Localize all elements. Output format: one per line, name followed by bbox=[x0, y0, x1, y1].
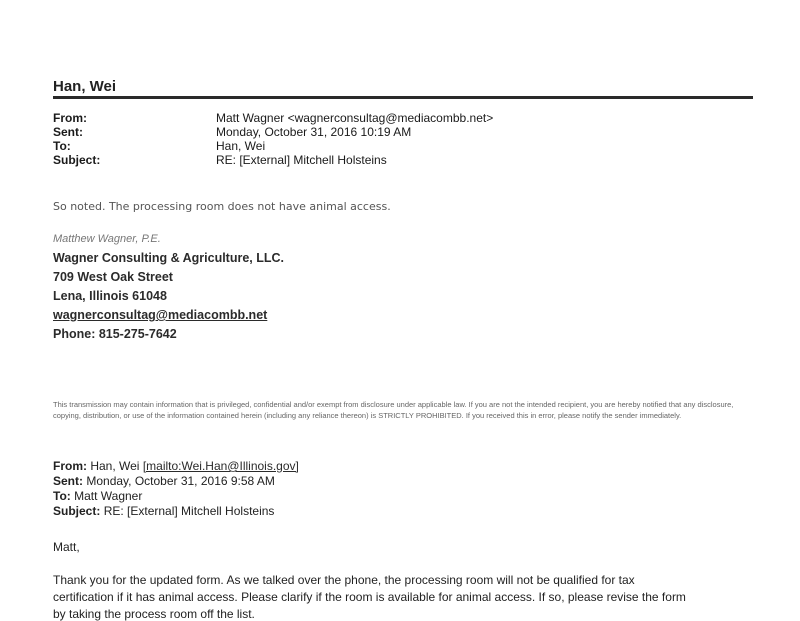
signature-email-link[interactable]: wagnerconsultag@mediacombb.net bbox=[53, 308, 268, 322]
fwd-from-label: From: bbox=[53, 459, 87, 473]
fwd-subject-label: Subject: bbox=[53, 504, 101, 518]
fwd-to-value: Matt Wagner bbox=[74, 489, 143, 503]
fwd-subject-value: RE: [External] Mitchell Holsteins bbox=[103, 504, 275, 518]
to-label: To: bbox=[53, 139, 71, 153]
signature-email-row bbox=[53, 308, 267, 322]
paragraph-line-2: certification if it has animal access. Please clarify if the room is available for animal access. If so, please revise the form bbox=[53, 590, 686, 604]
header-divider bbox=[53, 96, 753, 99]
from-label: From: bbox=[53, 111, 87, 125]
fwd-sent-value: Monday, October 31, 2016 9:58 AM bbox=[86, 474, 275, 488]
forwarded-to-row bbox=[53, 489, 142, 503]
signature-name: Matthew Wagner, P.E. bbox=[53, 233, 161, 245]
paragraph-line-3: by taking the process room off the list. bbox=[53, 607, 255, 621]
sent-value: Monday, October 31, 2016 10:19 AM bbox=[216, 125, 412, 139]
sent-label: Sent: bbox=[53, 125, 83, 139]
from-value: Matt Wagner <wagnerconsultag@mediacombb.net> bbox=[216, 111, 494, 125]
forwarded-subject-row bbox=[53, 504, 274, 518]
message-body: So noted. The processing room does not have animal access. bbox=[53, 200, 391, 213]
fwd-sent-label: Sent: bbox=[53, 474, 83, 488]
forwarded-sent-row bbox=[53, 474, 275, 488]
fwd-mailto-link[interactable]: [mailto:Wei.Han@Illinois.gov] bbox=[142, 459, 299, 473]
legal-disclaimer: This transmission may contain information that is privileged, confidential and/or exempt from disclosure under applicable law. If you are not the intended recipient, you are hereby notified that any disclosure, copying, distribution, or use of the information contained herein (including any reliance thereon) is STRICTLY PROHIBITED. If you received this in error, please notify the sender immediately. bbox=[53, 400, 734, 420]
fwd-from-name: Han, Wei bbox=[90, 459, 140, 473]
forwarded-from-row bbox=[53, 459, 299, 473]
signature-phone: Phone: 815-275-7642 bbox=[53, 327, 177, 341]
fwd-to-label: To: bbox=[53, 489, 71, 503]
mailbox-owner: Han, Wei bbox=[53, 78, 117, 95]
to-value: Han, Wei bbox=[216, 139, 266, 153]
subject-value: RE: [External] Mitchell Holsteins bbox=[216, 153, 387, 167]
greeting: Matt, bbox=[53, 540, 80, 554]
signature-company: Wagner Consulting & Agriculture, LLC. bbox=[53, 251, 285, 265]
subject-label: Subject: bbox=[53, 153, 101, 167]
signature-street: 709 West Oak Street bbox=[53, 270, 173, 284]
paragraph-line-1: Thank you for the updated form. As we talked over the phone, the processing room will not be qualified for tax bbox=[53, 573, 635, 587]
signature-city: Lena, Illinois 61048 bbox=[53, 289, 167, 303]
